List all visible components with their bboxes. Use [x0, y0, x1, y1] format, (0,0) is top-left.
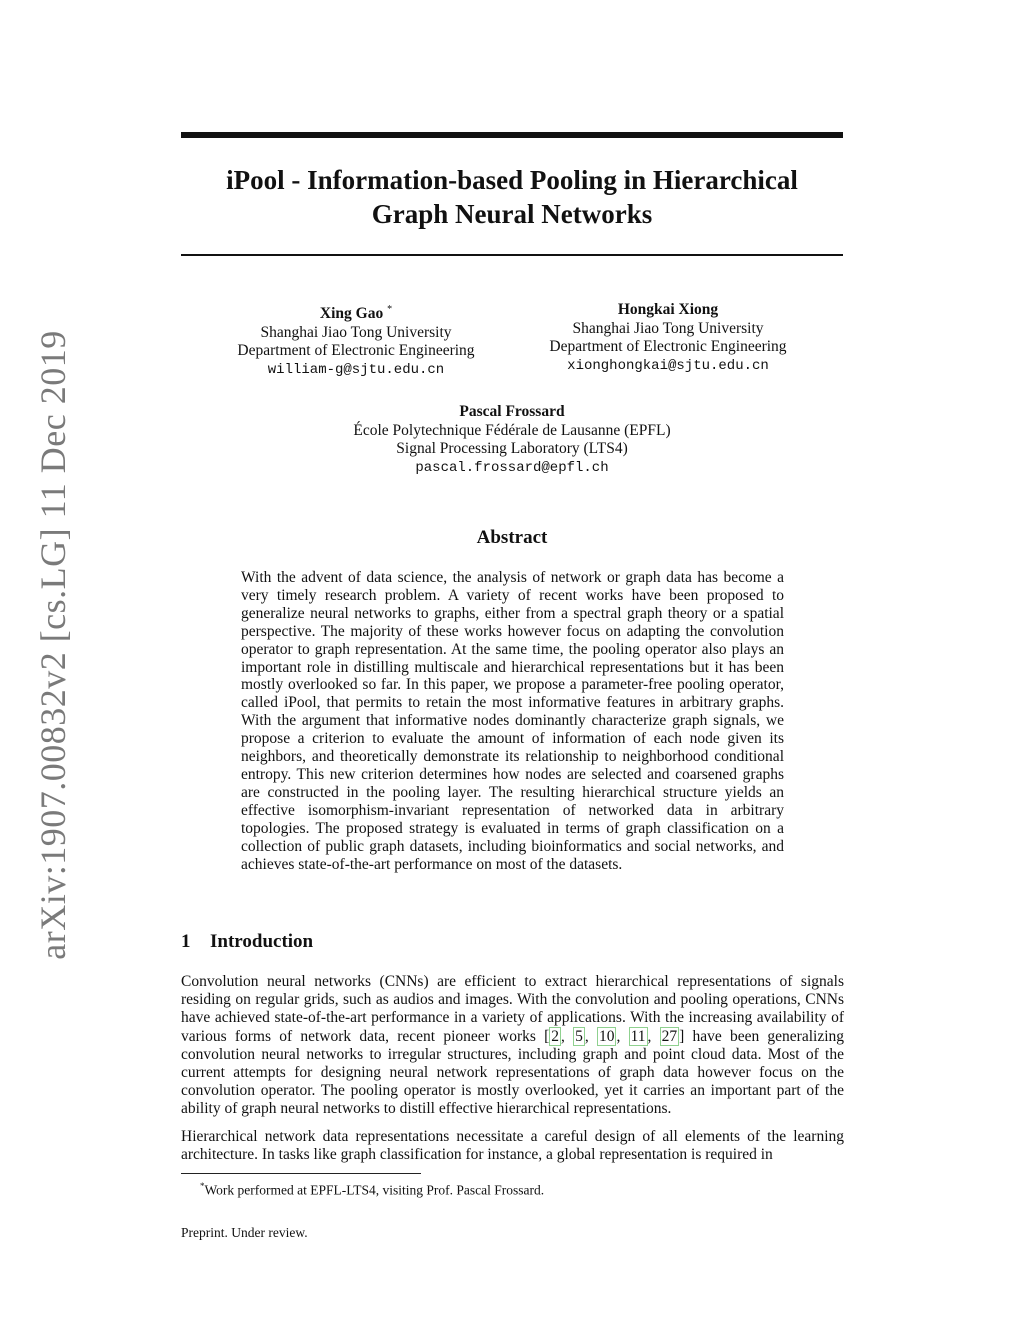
citation-link[interactable]: 10	[598, 1027, 615, 1045]
author-email: xionghongkai@sjtu.edu.cn	[567, 357, 769, 374]
author-department: Department of Electronic Engineering	[549, 338, 787, 355]
author-department: Department of Electronic Engineering	[237, 342, 475, 360]
author-name: Pascal Frossard	[459, 403, 565, 420]
author-footnote-marker: *	[387, 304, 393, 315]
arxiv-identifier-stamp: arXiv:1907.00832v2 [cs.LG] 11 Dec 2019	[33, 330, 73, 960]
paragraph-text: ] have been generalizing convolution neural networks to irregular structures, including graph and point cloud data. Most of the current attempts for designing neural network representations of graph data however focus on the convolution operator. The pooling operator is mostly overlooked, yet it carries an important part of the ability of graph neural networks to distill effective hierarchical representations.	[181, 1027, 845, 1118]
citation-link[interactable]: 5	[575, 1027, 583, 1045]
author-name: Hongkai Xiong	[617, 301, 719, 318]
author-affiliation: Shanghai Jiao Tong University	[260, 323, 452, 341]
citation-link[interactable]: 27	[661, 1027, 678, 1045]
title-line-1: iPool - Information-based Pooling in Hierarchical	[226, 165, 798, 195]
author-name: Xing Gao *	[319, 304, 393, 323]
preprint-notice: Preprint. Under review.	[181, 1225, 308, 1240]
author-affiliation: École Polytechnique Fédérale de Lausanne (EPFL)	[353, 421, 671, 439]
paragraph-text: Convolution neural networks (CNNs) are efficient to extract hierarchical representations of signals residing on regular grids, such as audios and images. With the convolution and pooling operations, CNNs have achieved state-of-the-art performance in a variety of applications. With the increasing availability of various forms of network data, recent pioneer works [	[181, 973, 844, 1045]
citation-link[interactable]: 2	[551, 1027, 560, 1045]
citation-link[interactable]: 11	[630, 1027, 646, 1045]
author-affiliation: Shanghai Jiao Tong University	[572, 319, 764, 337]
footnote-rule	[181, 1173, 421, 1174]
title-line-2: Graph Neural Networks	[371, 199, 653, 229]
author-block-2	[518, 301, 818, 375]
footnote-marker: *	[200, 1181, 205, 1191]
author-block-1	[206, 301, 506, 379]
intro-paragraph-1: Convolution neural networks (CNNs) are efficient to extract hierarchical representations of signals residing on regular grids, such as audios and images. With the convolution and pooling operations, CNNs have achieved state-of-the-art performance in a variety of applications. With the increasing availability of various forms of network data, recent pioneer works [ 2 , 5 , 10 , 11 , 27 ] have been generalizing convolution neural networks to irregular structures, including graph and point cloud data. Most of the current attempts for designing neural network representations of graph data however focus on the convolution operator. The pooling operator is mostly overlooked, yet it carries an important part of the ability of graph neural networks to distill effective hierarchical representations.	[181, 973, 845, 1118]
author-department: Signal Processing Laboratory (LTS4)	[396, 440, 628, 457]
author-email: pascal.frossard@epfl.ch	[415, 459, 609, 476]
footnote-text: Work performed at EPFL-LTS4, visiting Prof. Pascal Frossard.	[204, 1182, 545, 1198]
footnote	[200, 1178, 544, 1199]
abstract-heading: Abstract	[476, 527, 548, 548]
author-email: william-g@sjtu.edu.cn	[267, 361, 445, 378]
author-block-3	[312, 403, 712, 477]
title-bottom-rule	[181, 254, 843, 256]
abstract-text: With the advent of data science, the analysis of network or graph data has become a very timely research problem. A variety of recent works have been proposed to generalize neural networks to graphs, either from a spectral graph theory or a spatial perspective. The majority of these works however focus on adapting the convolution operator to graph representation. At the same time, the pooling operator also plays an important role in distilling multiscale and hierarchical representations but it has been mostly overlooked so far. In this paper, we propose a parameter-free pooling operator, called iPool, that permits to retain the most informative features in arbitrary graphs. With the argument that informative nodes dominantly characterize graph signals, we propose a criterion to evaluate the amount of information of each node given its neighbors, and theoretically demonstrate its relationship to neighborhood conditional entropy. This new criterion determines how nodes are selected and coarsened graphs are constructed in the pooling layer. The resulting hierarchical structure yields an effective isomorphism-invariant representation of networked data in arbitrary topologies. The proposed strategy is evaluated in terms of graph classification on a collection of public graph datasets, including bioinformatics and social networks, and achieves state-of-the-art performance on most of the datasets.	[241, 569, 784, 873]
intro-paragraph-2: Hierarchical network data representations necessitate a careful design of all elements of the learning architecture. In tasks like graph classification for instance, a global representation is required in	[181, 1128, 844, 1164]
section-title: Introduction	[210, 931, 314, 952]
title-top-rule	[181, 132, 843, 138]
section-heading-introduction	[181, 931, 313, 953]
section-number: 1	[181, 931, 191, 952]
paper-title	[181, 163, 843, 231]
